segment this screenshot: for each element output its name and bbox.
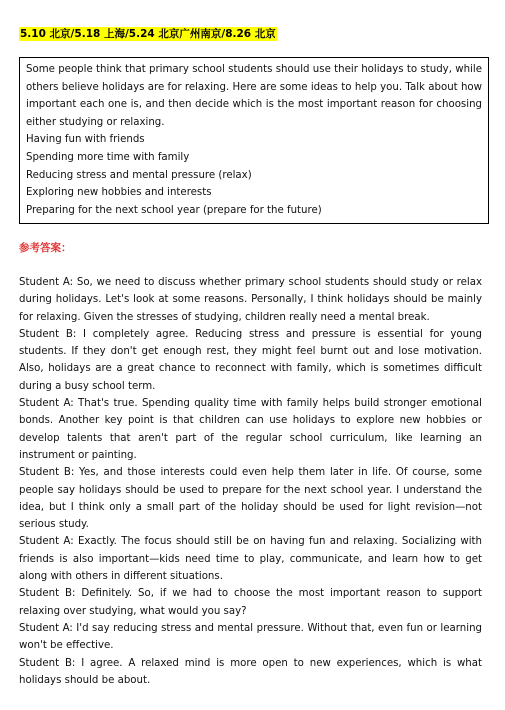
reference-answer-heading: 参考答案： xyxy=(19,242,72,254)
dialogue-line: Student B: Yes, and those interests could even help them later in life. Of course, some people say holidays should be used to prepare for the next school year. I understand the idea, but I think only a small part of the holiday should be used for light revision—not serious study. xyxy=(19,467,482,531)
prompt-option: Having fun with friends xyxy=(26,134,145,146)
dialogue-line: Student A: Exactly. The focus should still be on having fun and relaxing. Socializing with friends is also important—kids need time to play, communicate, and learn how to get along with others in different situations. xyxy=(19,536,482,583)
prompt-option: Reducing stress and mental pressure (relax) xyxy=(26,169,252,181)
prompt-intro: Some people think that primary school students should use their holidays to study, while others believe holidays are for relaxing. Here are some ideas to help you. Talk about how important each one is, and then decide which is the most important reason for choosing either studying or relaxing. xyxy=(26,64,482,128)
dialogue-line: Student A: That's true. Spending quality time with family helps build stronger emotional bonds. Another key point is that children can use holidays to explore new hobbies or develop talents that aren't part of the regular school curriculum, like learning an instrument or painting. xyxy=(19,398,482,461)
exam-dates-label: 5.10 北京/5.18 上海/5.24 北京广州南京/8.26 北京 xyxy=(20,28,276,40)
dialogue-line: Student A: So, we need to discuss whether primary school students should study or relax during holidays. Let's look at some reasons. Personally, I think holidays should be mainly for relaxing. Given the stresses of studying, children really need a mental break. xyxy=(19,277,482,323)
dialogue-line: Student B: Definitely. So, if we had to choose the most important reason to support relaxing over studying, what would you say? xyxy=(19,588,482,617)
dialogue-line: Student B: I completely agree. Reducing stress and pressure is essential for young students. If they don't get enough rest, they might feel burnt out and lose motivation. Also, holidays are a great chance to reconnect with family, which is sometimes difficult during a busy school term. xyxy=(19,328,482,392)
sample-dialogue xyxy=(19,274,482,689)
prompt-option: Exploring new hobbies and interests xyxy=(26,187,212,199)
prompt-option: Spending more time with family xyxy=(26,151,190,163)
task-prompt-box xyxy=(19,57,489,224)
dialogue-line: Student B: I agree. A relaxed mind is more open to new experiences, which is what holidays should be about. xyxy=(19,657,482,686)
dialogue-line: Student A: I'd say reducing stress and mental pressure. Without that, even fun or learning won't be effective. xyxy=(19,622,482,652)
prompt-option: Preparing for the next school year (prepare for the future) xyxy=(26,204,322,216)
